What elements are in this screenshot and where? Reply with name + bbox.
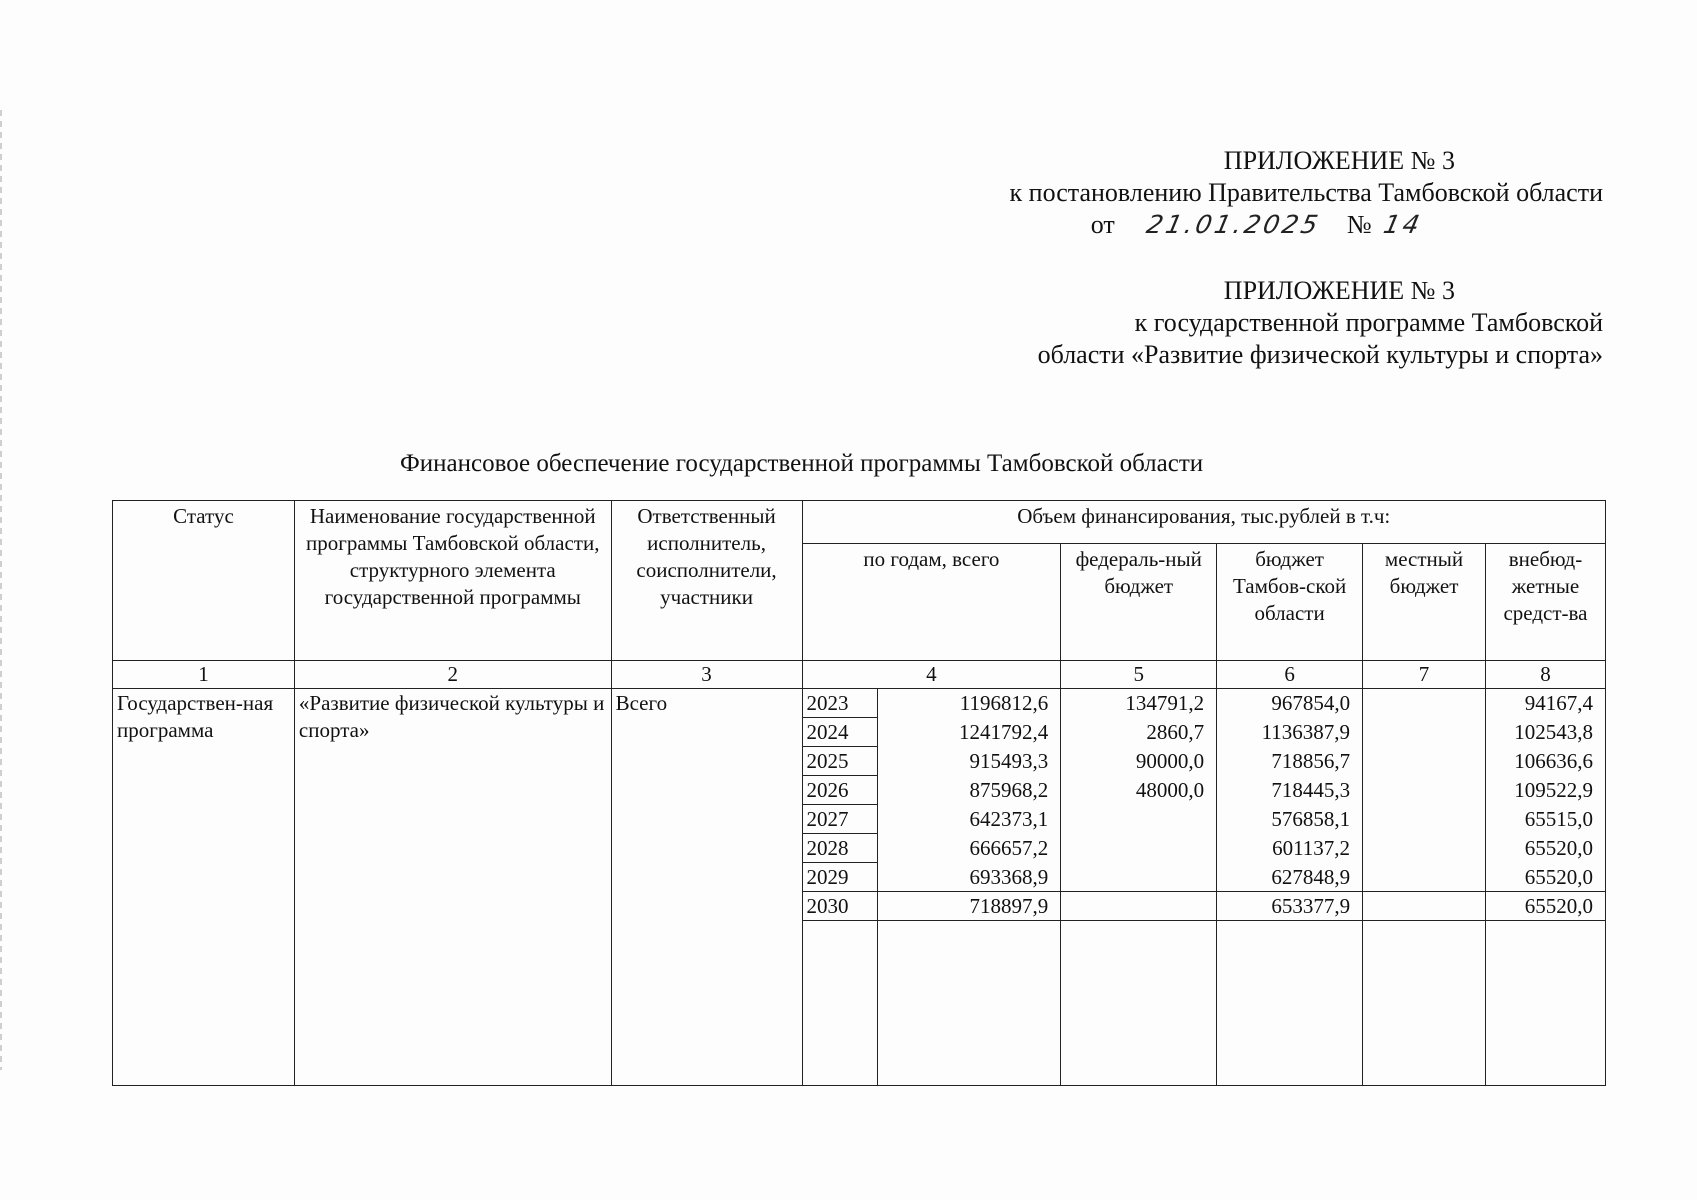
federal-cell (1061, 863, 1217, 892)
local-cell (1363, 718, 1486, 747)
regional-cell: 718856,7 (1217, 747, 1363, 776)
program-reference-line2: области «Развитие физической культуры и спорта» (1037, 340, 1603, 369)
col-number: 2 (294, 661, 611, 689)
federal-cell: 48000,0 (1061, 776, 1217, 805)
data-rows (113, 689, 1606, 1086)
header-regional: бюджет Тамбов-ской области (1217, 544, 1363, 661)
empty-cell (802, 921, 878, 1086)
header-federal: федераль-ный бюджет (1061, 544, 1217, 661)
total-cell: 642373,1 (878, 805, 1061, 834)
regional-cell: 653377,9 (1217, 892, 1363, 921)
year-cell: 2028 (802, 834, 878, 863)
program-name-cell: «Развитие физической культуры и спорта» (294, 689, 611, 1086)
header-local: местный бюджет (1363, 544, 1486, 661)
total-cell: 693368,9 (878, 863, 1061, 892)
year-cell: 2030 (802, 892, 878, 921)
total-cell: 666657,2 (878, 834, 1061, 863)
local-cell (1363, 805, 1486, 834)
header-responsible: Ответственный исполнитель, соисполнители, участники (611, 501, 802, 661)
resolution-reference: к постановлению Правительства Тамбовской области (1009, 178, 1603, 207)
header-by-years: по годам, всего (802, 544, 1061, 661)
federal-cell (1061, 892, 1217, 921)
regional-cell: 1136387,9 (1217, 718, 1363, 747)
total-cell: 718897,9 (878, 892, 1061, 921)
extra-budget-cell: 65520,0 (1485, 834, 1605, 863)
date-prefix: от (1090, 210, 1115, 239)
appendix-label: ПРИЛОЖЕНИЕ № 3 (1223, 146, 1455, 175)
handwritten-date: 21.01.2025 (1144, 210, 1324, 239)
regional-cell: 627848,9 (1217, 863, 1363, 892)
empty-cell (1061, 921, 1217, 1086)
col-number: 3 (611, 661, 802, 689)
empty-cell (1363, 921, 1486, 1086)
header-extra-budget: внебюд-жетные средст-ва (1485, 544, 1605, 661)
total-cell: 875968,2 (878, 776, 1061, 805)
extra-budget-cell: 109522,9 (1485, 776, 1605, 805)
local-cell (1363, 863, 1486, 892)
federal-cell: 134791,2 (1061, 689, 1217, 718)
federal-cell (1061, 834, 1217, 863)
header-program-name: Наименование государственной программы Тамбовской области, структурного элемента государственной программы (294, 501, 611, 661)
extra-budget-cell: 106636,6 (1485, 747, 1605, 776)
program-reference-line1: к государственной программе Тамбовской (1134, 308, 1603, 337)
extra-budget-cell: 102543,8 (1485, 718, 1605, 747)
responsible-cell: Всего (611, 689, 802, 1086)
extra-budget-cell: 65520,0 (1485, 892, 1605, 921)
financing-table (112, 500, 1606, 1086)
handwritten-number: 14 (1381, 210, 1426, 239)
col-number: 1 (113, 661, 295, 689)
empty-cell (1217, 921, 1363, 1086)
table-row (113, 689, 1606, 718)
scan-edge-artifact (0, 110, 2, 1070)
number-prefix: № (1346, 210, 1372, 239)
table-title: Финансовое обеспечение государственной программы Тамбовской области (400, 450, 1204, 477)
year-cell: 2029 (802, 863, 878, 892)
extra-budget-cell: 65515,0 (1485, 805, 1605, 834)
col-number: 6 (1217, 661, 1363, 689)
local-cell (1363, 689, 1486, 718)
year-cell: 2026 (802, 776, 878, 805)
header-status: Статус (113, 501, 295, 661)
empty-cell (878, 921, 1061, 1086)
local-cell (1363, 834, 1486, 863)
federal-cell: 2860,7 (1061, 718, 1217, 747)
federal-cell: 90000,0 (1061, 747, 1217, 776)
regional-cell: 576858,1 (1217, 805, 1363, 834)
resolution-appendix-header (1010, 145, 1603, 241)
local-cell (1363, 747, 1486, 776)
regional-cell: 967854,0 (1217, 689, 1363, 718)
col-number: 5 (1061, 661, 1217, 689)
header-financing-volume: Объем финансирования, тыс.рублей в т.ч: (802, 501, 1606, 544)
col-number: 4 (802, 661, 1061, 689)
appendix-label-program: ПРИЛОЖЕНИЕ № 3 (1223, 276, 1455, 305)
local-cell (1363, 892, 1486, 921)
total-cell: 915493,3 (878, 747, 1061, 776)
extra-budget-cell: 94167,4 (1485, 689, 1605, 718)
total-cell: 1241792,4 (878, 718, 1061, 747)
year-cell: 2025 (802, 747, 878, 776)
regional-cell: 718445,3 (1217, 776, 1363, 805)
col-number: 8 (1485, 661, 1605, 689)
col-number: 7 (1363, 661, 1486, 689)
status-cell: Государствен-ная программа (113, 689, 295, 1086)
total-cell: 1196812,6 (878, 689, 1061, 718)
extra-budget-cell: 65520,0 (1485, 863, 1605, 892)
program-appendix-header (1038, 275, 1603, 371)
year-cell: 2027 (802, 805, 878, 834)
regional-cell: 601137,2 (1217, 834, 1363, 863)
local-cell (1363, 776, 1486, 805)
year-cell: 2024 (802, 718, 878, 747)
empty-cell (1485, 921, 1605, 1086)
year-cell: 2023 (802, 689, 878, 718)
resolution-date-line (1010, 209, 1428, 241)
federal-cell (1061, 805, 1217, 834)
